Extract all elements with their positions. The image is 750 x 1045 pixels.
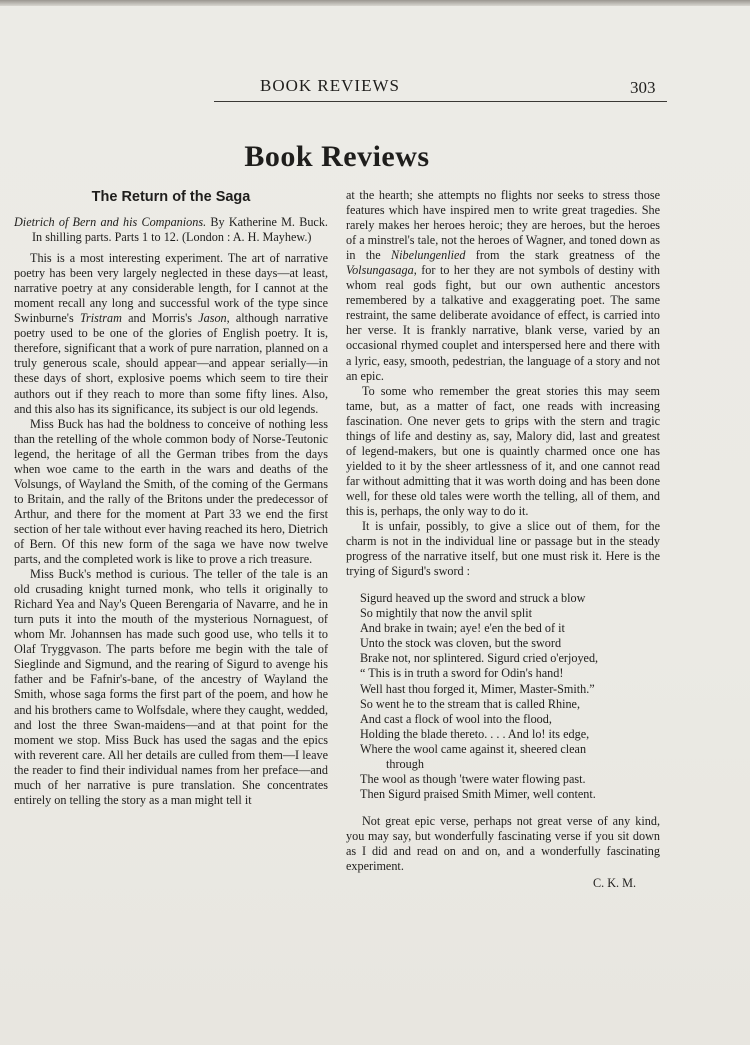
verse-line: So mightily that now the anvil split [360,606,532,621]
paragraph: This is a most interesting experiment. The art of narrative poetry has been very largely neglected in these days—at least, narrative poetry at any considerable length, for I cannot at the moment recall any long and successful work of the type since Swinburne's Tristram and Morris's Jason, although narrative poetry used to be one of the glories of English poetry. It is, therefore, significant that a work of pure narration, planned on a truly generous scale, should appear—and appear serially—in these days of short, explosive poems which seem to tire their authors out if they reach to more than some fifty lines. Also, and this also has its significance, its subject is our old legends. [14,251,328,416]
paragraph: Miss Buck's method is curious. The teller of the tale is an old crusading knight turned monk, who tells it originally to Richard Yea and Nay's Queen Berengaria of Navarre, and he in turn puts it into the mouth of the mysterious Nornaguest, of whom Mr. Johannsen has made such good use, who tells it to Olaf Tryggvason. The parts before me begin with the tale of Sieglinde and Sigmund, and the rearing of Sigurd to avenge his father and be Fafnir's-bane, of the ancestry of Wayland the Smith, whose saga forms the first part of the poem, and how he and his brothers came to Wolfsdale, where they caught, wedded, and lost the three Swan-maidens—and at that point for the moment we stop. Miss Buck has used the sagas and the epics with reverent care. All her details are culled from them—I leave the reader to find their individual names from her preface—and much of her narrative is pure translation. She concentrates entirely on telling the story as a man might tell it [14,567,328,807]
verse-line: Where the wool came against it, sheered clean [360,741,587,756]
citation-details: By Katherine M. Buck. In shilling parts. Parts 1 to 12. (London : A. H. Mayhew.) [32,215,328,245]
verse-line: Then Sigurd praised Smith Mimer, well content. [360,786,596,801]
section-title: Book Reviews [244,140,430,173]
verse-line: Brake not, nor splintered. Sigurd cried o'erjoyed, [360,651,599,666]
left-column [14,188,328,808]
verse-line: Holding the blade thereto. . . . And lo! its edge, [360,726,590,741]
header-rule [214,101,667,102]
running-head: BOOK REVIEWS [260,76,400,95]
verse-line: Sigurd heaved up the sword and struck a blow [360,591,586,606]
paragraph: It is unfair, possibly, to give a slice out of them, for the charm is not in the individual line or passage but in the steady progress of the narrative itself, but one must risk it. Here is the trying of Sigurd's sword : [346,519,660,579]
verse-line: And brake in twain; aye! e'en the bed of it [360,621,565,636]
verse-line: “ This is in truth a sword for Odin's hand! [360,666,564,681]
paragraph: To some who remember the great stories this may seem tame, but, as a matter of fact, one reads with increasing fascination. One never gets to grips with the stern and tragic things of life and destiny as, say, Malory did, last and greatest of legend-makers, but one is quaintly charmed once one has yielded to it by the sheer artlessness of it, and one cannot read far without admitting that it was worth doing and has been done well, for these old tales were worth the telling, all of them, and this is, perhaps, the only way to do it. [346,383,660,518]
paragraph: Not great epic verse, perhaps not great verse of any kind, you may say, but wonderfully fascinating verse if you sit down as I did and read on and on, and a wonderfully fascinating experiment. [346,813,660,874]
page-number: 303 [630,78,656,97]
article-title: The Return of the Saga [91,189,251,205]
verse-line: So went he to the stream that is called Rhine, [360,696,580,711]
author-signature: C. K. M. [592,876,636,891]
page-top-edge [0,0,750,6]
paragraph: at the hearth; she attempts no flights nor seeks to stress those features which have inspired men to write great tragedies. She rarely makes her heroes heroic; they are heroes, but the heroes of a minstrel's tale, not the heroes of Wagner, and toned down as in the Nibelungenlied from the stark greatness of the Volsungasaga, for to her they are not symbols of destiny with whom real gods fight, but our own authentic ancestors remembered by a talkative and exaggerating poet. The same restraint, the same deliberate avoidance of effect, is carried into her verse. It is frankly narrative, blank verse, varied by an occasional rhymed couplet and interspersed here and there with a lyric, easy, smooth, pedestrian, the language of a story and not an epic. [346,188,660,383]
verse-line: Unto the stock was cloven, but the sword [360,636,562,651]
verse-line: And cast a flock of wool into the flood, [360,711,552,726]
verse-line: The wool as though 'twere water flowing past. [360,771,586,786]
right-column [346,188,660,891]
verse-line: Well hast thou forged it, Mimer, Master-Smith.” [360,681,595,696]
verse-line: through [386,756,424,771]
citation-book-title: Dietrich of Bern and his Companions. [14,215,207,229]
verse-quotation [360,591,660,802]
book-citation [14,215,328,245]
paragraph: Miss Buck has had the boldness to conceive of nothing less than the retelling of the whole common body of Norse-Teutonic legend, the heritage of all the German tribes from the days when woe came to the earth in the wars and deaths of the Volsungs, of Wayland the Smith, of the coming of the Germans to Britain, and the rally of the Britons under the predecessor of Arthur, and there for the moment at Part 33 we end the first section of her tale without ever having reached its hero, Dietrich of Bern. Of this new form of the saga we have now twelve parts, and the completed work is like to prove a rich treasure. [14,416,328,567]
